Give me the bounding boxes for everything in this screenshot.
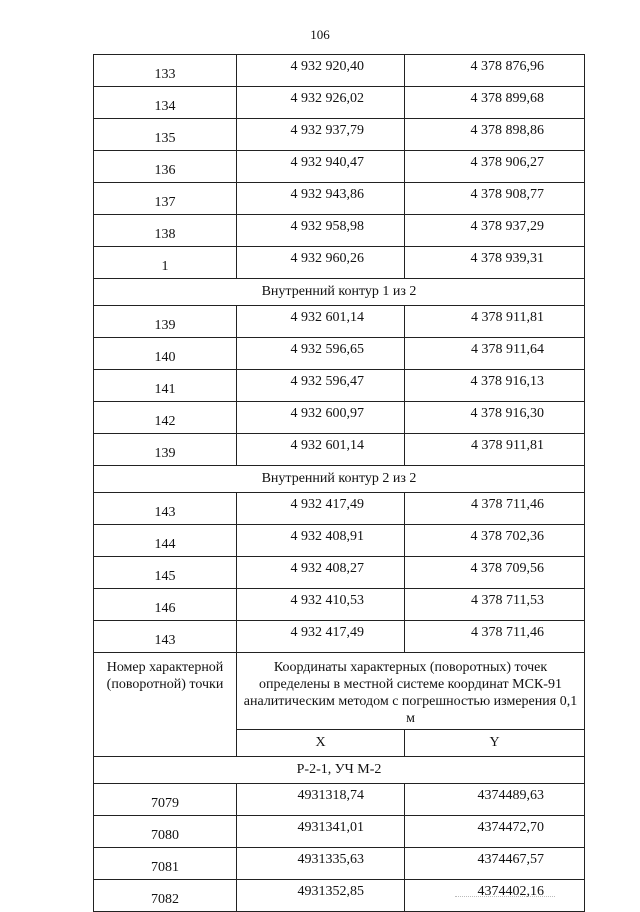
table-row	[94, 434, 585, 466]
x-coordinate-cell: 4 932 943,86	[237, 183, 405, 215]
y-coordinate-cell: 4 378 711,46	[405, 493, 585, 525]
y-coordinate-cell: 4374402,16	[405, 880, 585, 912]
table-row	[94, 816, 585, 848]
table-row	[94, 848, 585, 880]
section-row	[94, 466, 585, 493]
table-row	[94, 151, 585, 183]
x-coordinate-cell: 4931341,01	[237, 816, 405, 848]
x-coordinate-cell: 4 932 937,79	[237, 119, 405, 151]
table-row	[94, 183, 585, 215]
x-coordinate-cell: 4 932 920,40	[237, 55, 405, 87]
x-coordinate-cell: 4 932 960,26	[237, 247, 405, 279]
point-number-cell: 7082	[94, 880, 237, 912]
table-row	[94, 784, 585, 816]
table-row	[94, 306, 585, 338]
table-row	[94, 55, 585, 87]
point-number-cell: 140	[94, 338, 237, 370]
x-coordinate-cell: 4 932 596,65	[237, 338, 405, 370]
point-number-cell: 139	[94, 434, 237, 466]
x-coordinate-cell: 4931318,74	[237, 784, 405, 816]
x-coordinate-cell: 4931352,85	[237, 880, 405, 912]
point-number-cell: 139	[94, 306, 237, 338]
x-coordinate-cell: 4 932 596,47	[237, 370, 405, 402]
y-coordinate-cell: 4 378 702,36	[405, 525, 585, 557]
point-number-cell: 143	[94, 621, 237, 653]
y-coordinate-cell: 4374472,70	[405, 816, 585, 848]
table-row	[94, 493, 585, 525]
table-row	[94, 119, 585, 151]
x-coordinate-cell: 4 932 417,49	[237, 621, 405, 653]
y-coordinate-cell: 4374489,63	[405, 784, 585, 816]
y-coordinate-cell: 4 378 908,77	[405, 183, 585, 215]
point-number-cell: 144	[94, 525, 237, 557]
table-row	[94, 247, 585, 279]
page-number: 106	[310, 27, 330, 42]
section-heading-contour-2: Внутренний контур 2 из 2	[94, 466, 585, 493]
point-number-cell: 137	[94, 183, 237, 215]
point-number-cell: 143	[94, 493, 237, 525]
y-coordinate-cell: 4 378 939,31	[405, 247, 585, 279]
table-row	[94, 589, 585, 621]
y-coordinate-cell: 4 378 876,96	[405, 55, 585, 87]
table-row	[94, 621, 585, 653]
coordinates-table	[93, 54, 585, 912]
x-coordinate-cell: 4 932 958,98	[237, 215, 405, 247]
x-coordinate-cell: 4 932 408,27	[237, 557, 405, 589]
y-coordinate-cell: 4 378 898,86	[405, 119, 585, 151]
y-coordinate-cell: 4 378 916,30	[405, 402, 585, 434]
x-coordinate-cell: 4 932 601,14	[237, 306, 405, 338]
header-x: X	[237, 730, 405, 757]
table-row	[94, 338, 585, 370]
table-row	[94, 557, 585, 589]
y-coordinate-cell: 4 378 899,68	[405, 87, 585, 119]
y-coordinate-cell: 4374467,57	[405, 848, 585, 880]
point-number-cell: 142	[94, 402, 237, 434]
y-coordinate-cell: 4 378 916,13	[405, 370, 585, 402]
y-coordinate-cell: 4 378 911,81	[405, 306, 585, 338]
section-row	[94, 757, 585, 784]
x-coordinate-cell: 4 932 600,97	[237, 402, 405, 434]
x-coordinate-cell: 4 932 940,47	[237, 151, 405, 183]
table-row	[94, 370, 585, 402]
x-coordinate-cell: 4 932 408,91	[237, 525, 405, 557]
x-coordinate-cell: 4 932 410,53	[237, 589, 405, 621]
point-number-cell: 7079	[94, 784, 237, 816]
x-coordinate-cell: 4931335,63	[237, 848, 405, 880]
x-coordinate-cell: 4 932 926,02	[237, 87, 405, 119]
point-number-cell: 138	[94, 215, 237, 247]
scan-artifact-line	[455, 896, 555, 897]
header-y: Y	[405, 730, 585, 757]
point-number-cell: 134	[94, 87, 237, 119]
section-heading-plot: Р-2-1, УЧ М-2	[94, 757, 585, 784]
y-coordinate-cell: 4 378 709,56	[405, 557, 585, 589]
point-number-cell: 7081	[94, 848, 237, 880]
point-number-cell: 1	[94, 247, 237, 279]
y-coordinate-cell: 4 378 906,27	[405, 151, 585, 183]
point-number-cell: 145	[94, 557, 237, 589]
y-coordinate-cell: 4 378 711,46	[405, 621, 585, 653]
y-coordinate-cell: 4 378 711,53	[405, 589, 585, 621]
y-coordinate-cell: 4 378 911,64	[405, 338, 585, 370]
x-coordinate-cell: 4 932 601,14	[237, 434, 405, 466]
point-number-cell: 146	[94, 589, 237, 621]
point-number-cell: 136	[94, 151, 237, 183]
header-point-number: Номер характерной (поворотной) точки	[94, 653, 237, 757]
table-header-row	[94, 653, 585, 730]
section-heading-contour-1: Внутренний контур 1 из 2	[94, 279, 585, 306]
point-number-cell: 133	[94, 55, 237, 87]
header-coordinates-description: Координаты характерных (поворотных) точек определены в местной системе координат МСК-91 аналитическим методом с погрешностью измерения 0,1 м	[237, 653, 585, 730]
table-row	[94, 402, 585, 434]
point-number-cell: 7080	[94, 816, 237, 848]
table-row	[94, 215, 585, 247]
table-row	[94, 525, 585, 557]
y-coordinate-cell: 4 378 911,81	[405, 434, 585, 466]
section-row	[94, 279, 585, 306]
y-coordinate-cell: 4 378 937,29	[405, 215, 585, 247]
x-coordinate-cell: 4 932 417,49	[237, 493, 405, 525]
table-row	[94, 87, 585, 119]
point-number-cell: 135	[94, 119, 237, 151]
point-number-cell: 141	[94, 370, 237, 402]
